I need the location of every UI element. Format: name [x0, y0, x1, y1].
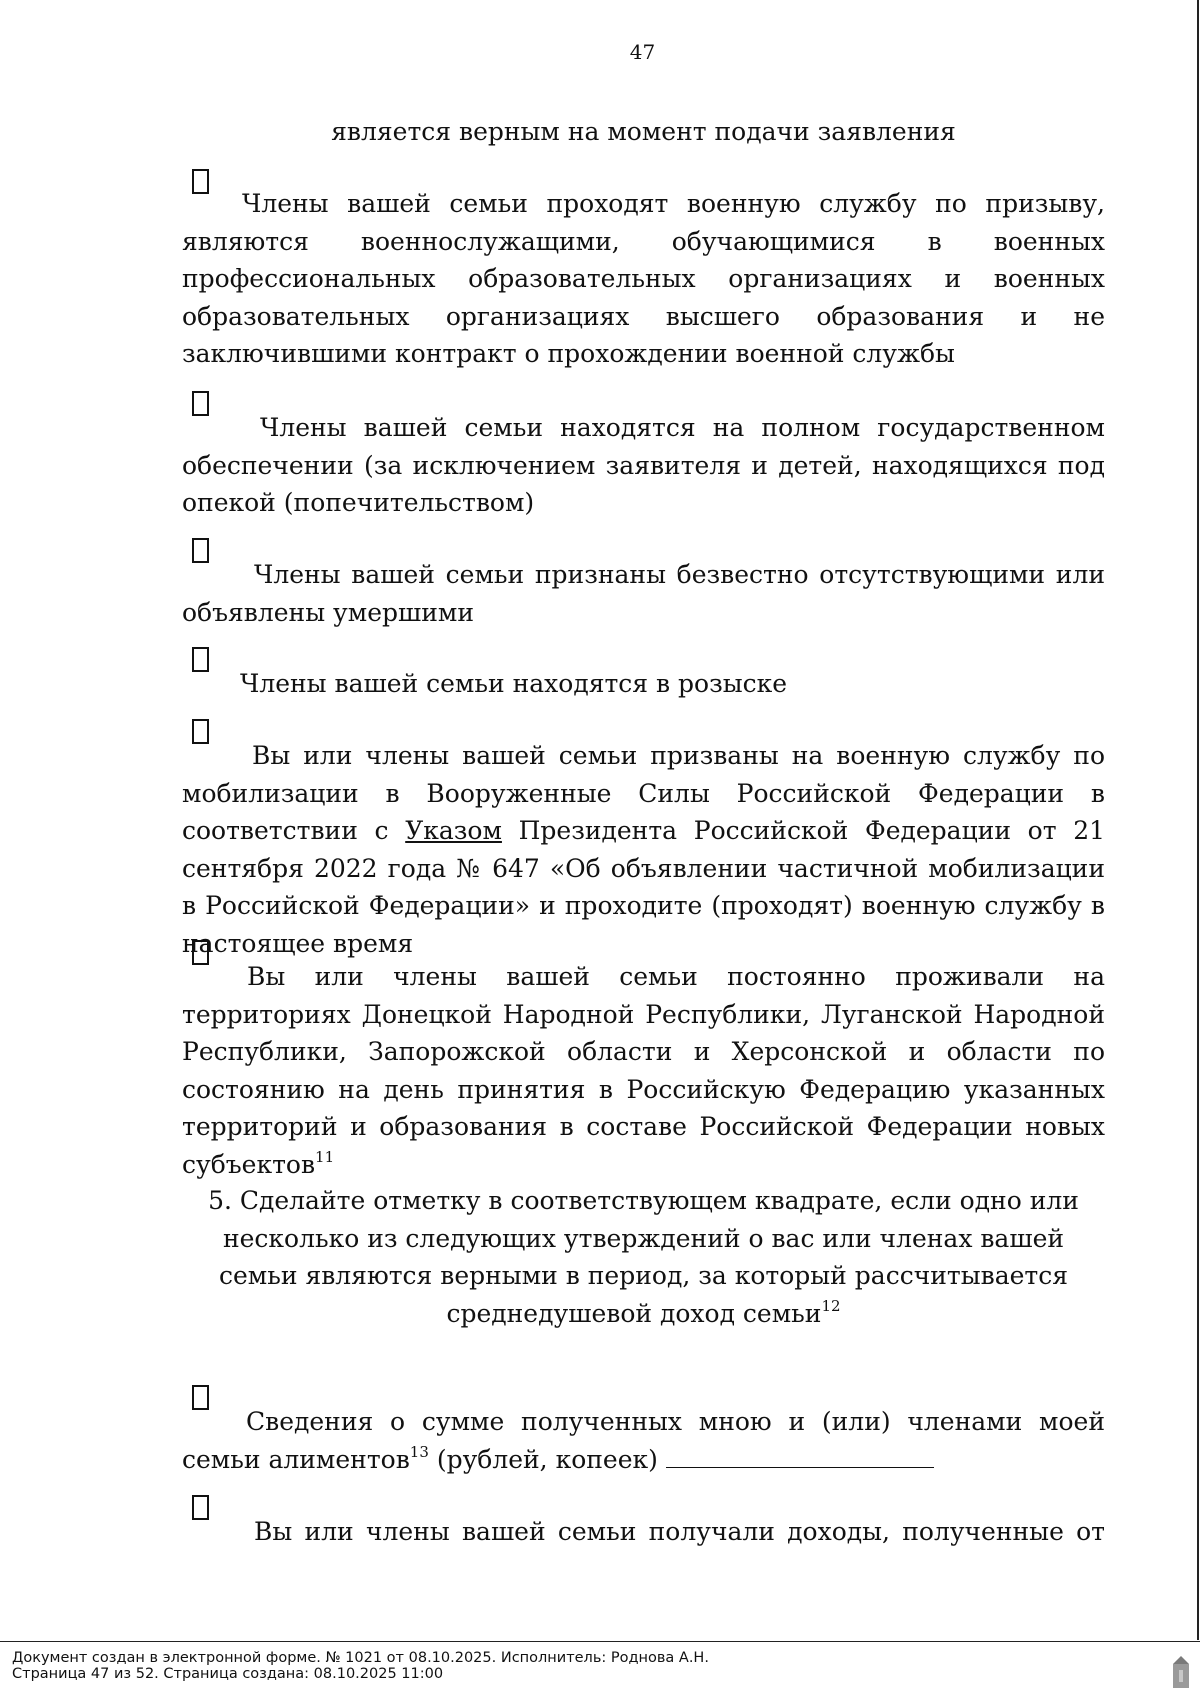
checkbox[interactable]: [192, 940, 209, 965]
footnote-marker: 13: [409, 1442, 429, 1461]
statement-text: Вы или члены вашей семьи получали доходы, полученные от: [254, 1517, 1105, 1546]
statement-item: [182, 556, 1105, 631]
statement-item: [182, 409, 1105, 522]
continuation-line: является верным на момент подачи заявления: [331, 117, 956, 146]
amount-input-line[interactable]: [666, 1445, 934, 1468]
footer-line-2: Страница 47 из 52. Страница создана: 08.10.2025 11:00: [12, 1666, 444, 1682]
footer-text: [12, 1650, 709, 1682]
section-heading: 5. Сделайте отметку в соответствующем квадрате, если одно или несколько из следующих утверждений о вас или членах вашей семьи являются верными в период, за который рассчитывается среднедушевой доход семьи$^{12}$: [208, 1186, 1079, 1328]
statement-text: Сведения о сумме полученных мною и (или) членами моей семьи алиментов$^{13}$ (рублей, копеек): [182, 1407, 1105, 1474]
page-right-border: [1197, 0, 1199, 1640]
statement-item: [182, 1513, 1105, 1551]
statement-item: [182, 737, 1105, 962]
document-footer: [0, 1641, 1200, 1699]
checkbox[interactable]: [192, 1385, 209, 1410]
page-number: 47: [629, 40, 656, 64]
decree-link[interactable]: Указом: [405, 816, 502, 845]
statement-text: Члены вашей семьи проходят военную службу по призыву, являются военнослужащими, обучающимися в военных профессиональных образовательных организациях и военных образовательных организациях высшего образования и не заключившими контракт о прохождении военной службы: [182, 189, 1105, 368]
statement-item: [182, 958, 1105, 1183]
statement-item: [182, 185, 1105, 373]
statement-text: Вы или члены вашей семьи призваны на военную службу по мобилизации в Вооруженные Силы Российской Федерации в соответствии с Указом Президента Российской Федерации от 21 сентября 2022 года № 647 «Об объявлении частичной мобилизации в Российской Федерации» и проходите (проходят) военную службу в настоящее время: [182, 741, 1106, 958]
statement-text: Члены вашей семьи находятся на полном государственном обеспечении (за исключением заявителя и детей, находящихся под опекой (попечительством): [182, 413, 1105, 517]
checkbox[interactable]: [192, 647, 209, 672]
checkbox[interactable]: [192, 391, 209, 416]
statement-text: Вы или члены вашей семьи постоянно проживали на территориях Донецкой Народной Республики, Луганской Народной Республики, Запорожской области и Херсонской и области по состоянию на день принятия в Российскую Федерацию указанных территорий и образования в составе Российской Федерации новых субъектов$^{11}$: [182, 962, 1105, 1179]
footer-line-1: Документ создан в электронной форме. № 1021 от 08.10.2025. Исполнитель: Роднова А.Н.: [12, 1650, 709, 1666]
statement-item: [182, 1403, 1105, 1478]
checkbox[interactable]: [192, 719, 209, 744]
footnote-marker: 12: [821, 1296, 841, 1315]
emblem-icon: [1170, 1654, 1192, 1690]
checkbox[interactable]: [192, 538, 209, 563]
checkbox[interactable]: [192, 1495, 209, 1520]
statement-text: Члены вашей семьи находятся в розыске: [240, 669, 788, 698]
footnote-marker: 11: [315, 1147, 335, 1166]
checkbox[interactable]: [192, 169, 209, 194]
statement-item: [182, 665, 1105, 703]
statement-text: Члены вашей семьи признаны безвестно отсутствующими или объявлены умершими: [182, 560, 1105, 627]
